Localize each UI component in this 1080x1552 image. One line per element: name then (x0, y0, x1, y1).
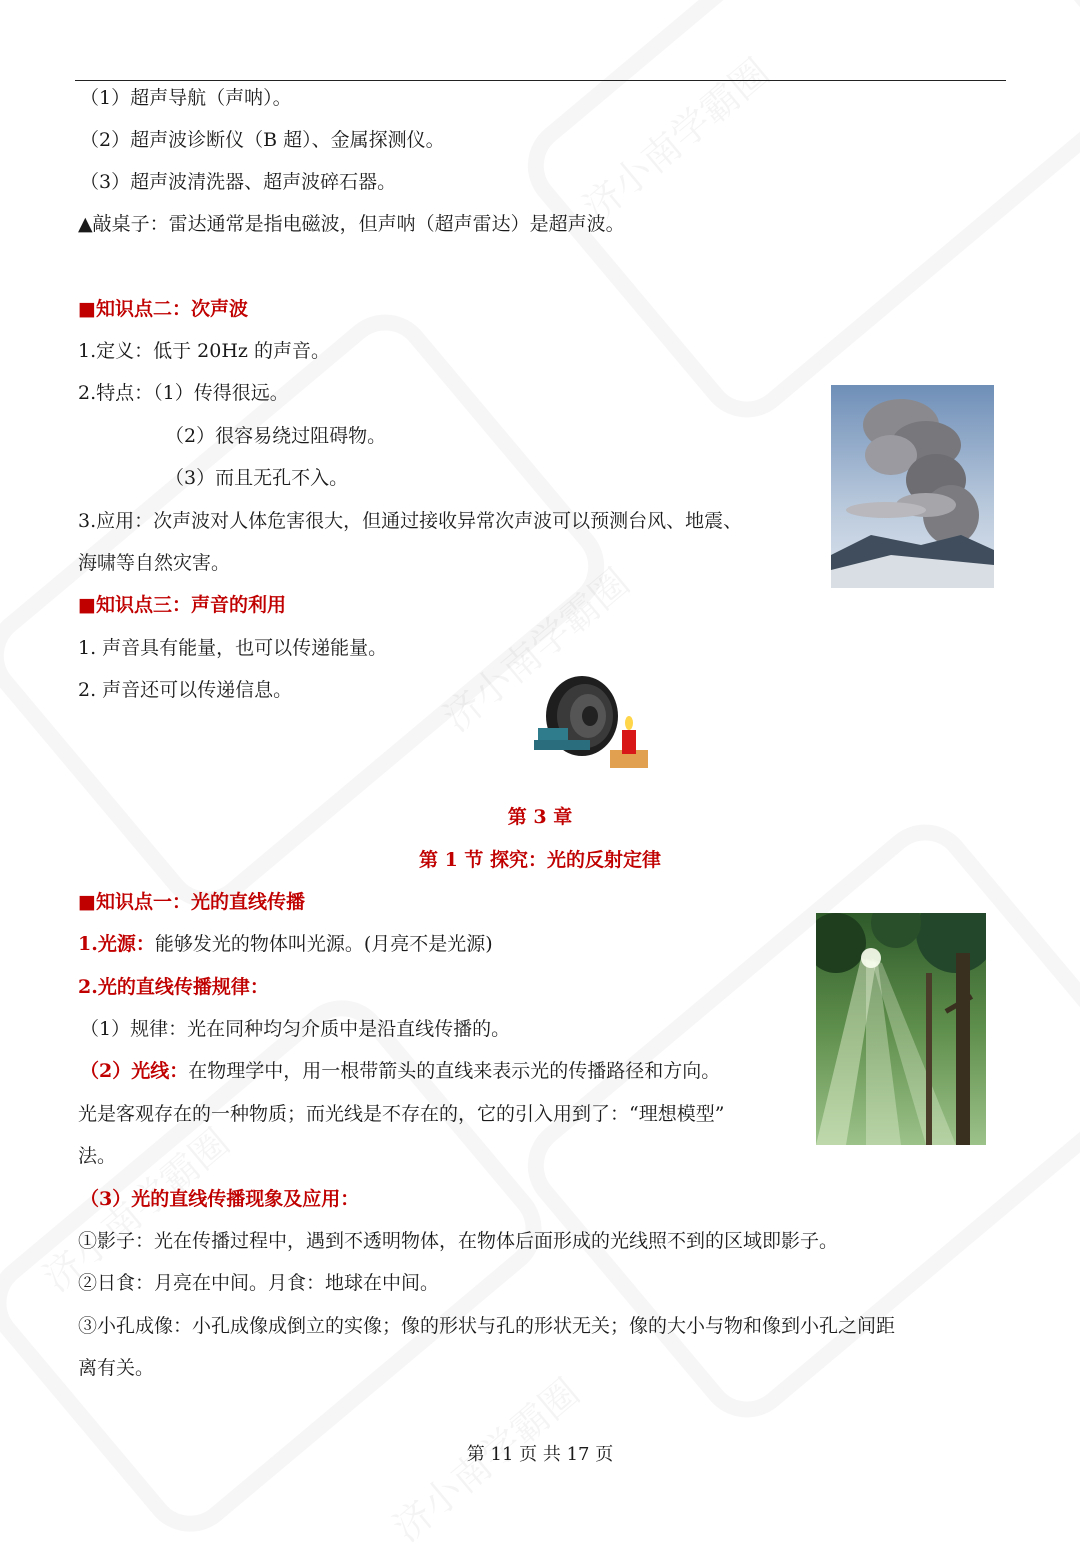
text-line: （3）而且无孔不入。 (165, 467, 349, 489)
section-heading: ■知识点一：光的直线传播 (78, 891, 305, 913)
section-heading: ■知识点三：声音的利用 (78, 594, 286, 616)
page-footer: 第 11 页 共 17 页 (466, 1444, 614, 1465)
text-line: 1. 声音具有能量，也可以传递能量。 (78, 637, 388, 659)
text-line: 1.定义：低于 20Hz 的声音。 (78, 340, 330, 362)
text-line: 2. 声音还可以传递信息。 (78, 679, 293, 701)
text-line: 法。 (78, 1145, 117, 1167)
watermark-text (569, 43, 779, 232)
text-line: （2）很容易绕过阻碍物。 (165, 425, 387, 447)
term-text: 能够发光的物体叫光源。(月亮不是光源) (154, 933, 493, 955)
term-label: （2）光线： (80, 1060, 189, 1082)
text-line: （1）规律：光在同种均匀介质中是沿直线传播的。 (80, 1018, 511, 1040)
text-line: （2）超声波诊断仪（B 超）、金属探测仪。 (80, 129, 445, 151)
text-line: 离有关。 (78, 1357, 155, 1379)
header-rule (75, 80, 1006, 81)
text-line: 2.特点：（1）传得很远。 (78, 382, 289, 404)
text-line: （3）超声波清洗器、超声波碎石器。 (80, 171, 397, 193)
text-line: 3.应用：次声波对人体危害很大，但通过接收异常次声波可以预测台风、地震、 (78, 510, 743, 532)
forest-light-image (816, 913, 986, 1145)
subheading: 2.光的直线传播规律： (78, 976, 269, 998)
text-line: （1）超声导航（声呐）。 (80, 87, 292, 109)
term-label: 1.光源： (78, 933, 155, 955)
section-title: 第 1 节 探究：光的反射定律 (418, 849, 662, 871)
speaker-candle-image (530, 668, 654, 774)
term-text: 在物理学中，用一根带箭头的直线来表示光的传播路径和方向。 (188, 1060, 721, 1082)
chapter-title: 第 3 章 (507, 806, 573, 828)
text-line (78, 931, 493, 957)
text-line: 海啸等自然灾害。 (78, 552, 231, 574)
subheading: （3）光的直线传播现象及应用： (80, 1188, 360, 1210)
text-line (80, 1058, 720, 1084)
section-heading: ■知识点二：次声波 (78, 298, 248, 320)
volcano-image (831, 385, 994, 588)
text-line: ②日食：月亮在中间。月食：地球在中间。 (78, 1272, 440, 1294)
text-line: 光是客观存在的一种物质；而光线是不存在的，它的引入用到了：“理想模型” (78, 1103, 725, 1125)
text-line: ①影子：光在传播过程中，遇到不透明物体，在物体后面形成的光线照不到的区域即影子。 (78, 1230, 839, 1252)
text-line: ▲敲桌子：雷达通常是指电磁波，但声呐（超声雷达）是超声波。 (78, 213, 625, 235)
text-line: ③小孔成像：小孔成像成倒立的实像；像的形状与孔的形状无关；像的大小与物和像到小孔之间距 (78, 1315, 896, 1337)
